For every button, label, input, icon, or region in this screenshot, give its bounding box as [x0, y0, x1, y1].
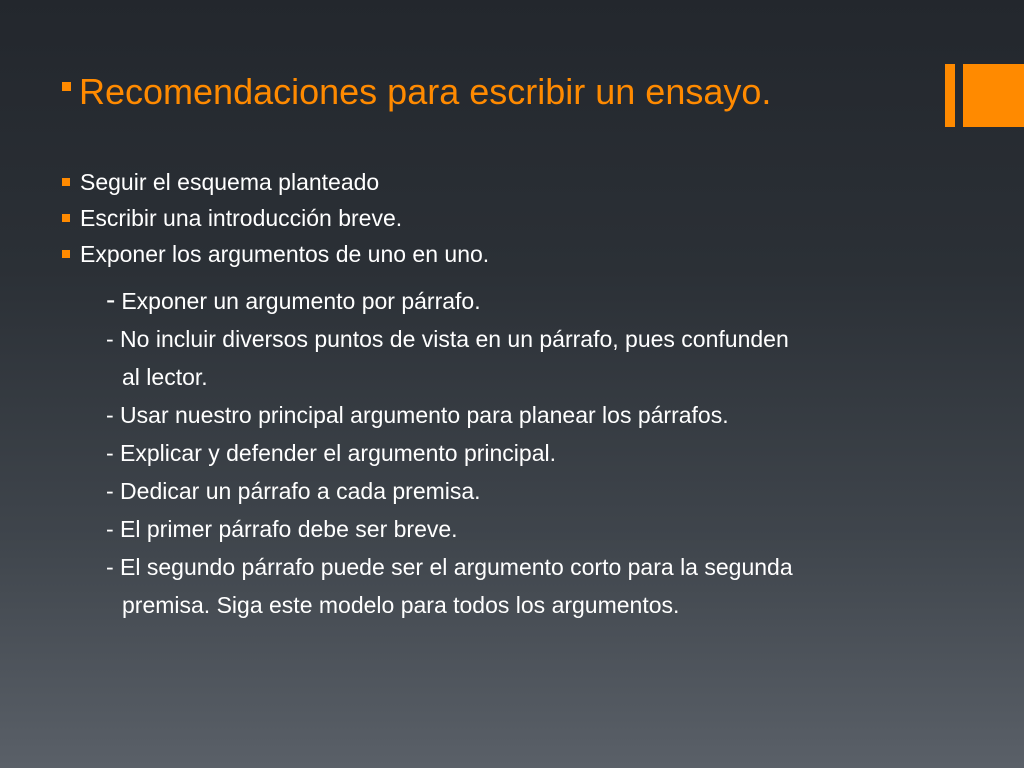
square-bullet-icon [62, 214, 70, 222]
bullet-item [62, 200, 982, 236]
sub-point-dash: - [106, 284, 116, 315]
decorative-accent-bar-thick [963, 64, 1024, 127]
decorative-accent-bar-thin [945, 64, 955, 127]
sub-point: - El segundo párrafo puede ser el argumento corto para la segunda [106, 554, 793, 580]
sub-point: - El primer párrafo debe ser breve. [106, 516, 458, 542]
bullet-text: Escribir una introducción breve. [80, 205, 403, 231]
bullet-item [62, 236, 982, 272]
sub-point: - Explicar y defender el argumento principal. [106, 440, 557, 466]
square-bullet-icon [62, 250, 70, 258]
sub-point-text: Exponer un argumento por párrafo. [121, 288, 481, 314]
slide-title-text: Recomendaciones para escribir un ensayo. [79, 71, 772, 112]
sub-point: - No incluir diversos puntos de vista en un párrafo, pues confunden [106, 326, 789, 352]
square-bullet-icon [62, 178, 70, 186]
bullet-text: Seguir el esquema planteado [80, 169, 380, 195]
bullet-text: Exponer los argumentos de uno en uno. [80, 241, 490, 267]
slide-title [62, 70, 771, 114]
square-bullet-icon [62, 82, 71, 91]
sub-point-list [106, 281, 986, 624]
sub-point: - Dedicar un párrafo a cada premisa. [106, 478, 481, 504]
sub-point-continuation: premisa. Siga este modelo para todos los argumentos. [122, 592, 680, 618]
bullet-list [62, 164, 982, 272]
sub-point: - Usar nuestro principal argumento para planear los párrafos. [106, 402, 729, 428]
bullet-item [62, 164, 982, 200]
sub-point [106, 281, 986, 320]
sub-point-continuation: al lector. [122, 364, 208, 390]
